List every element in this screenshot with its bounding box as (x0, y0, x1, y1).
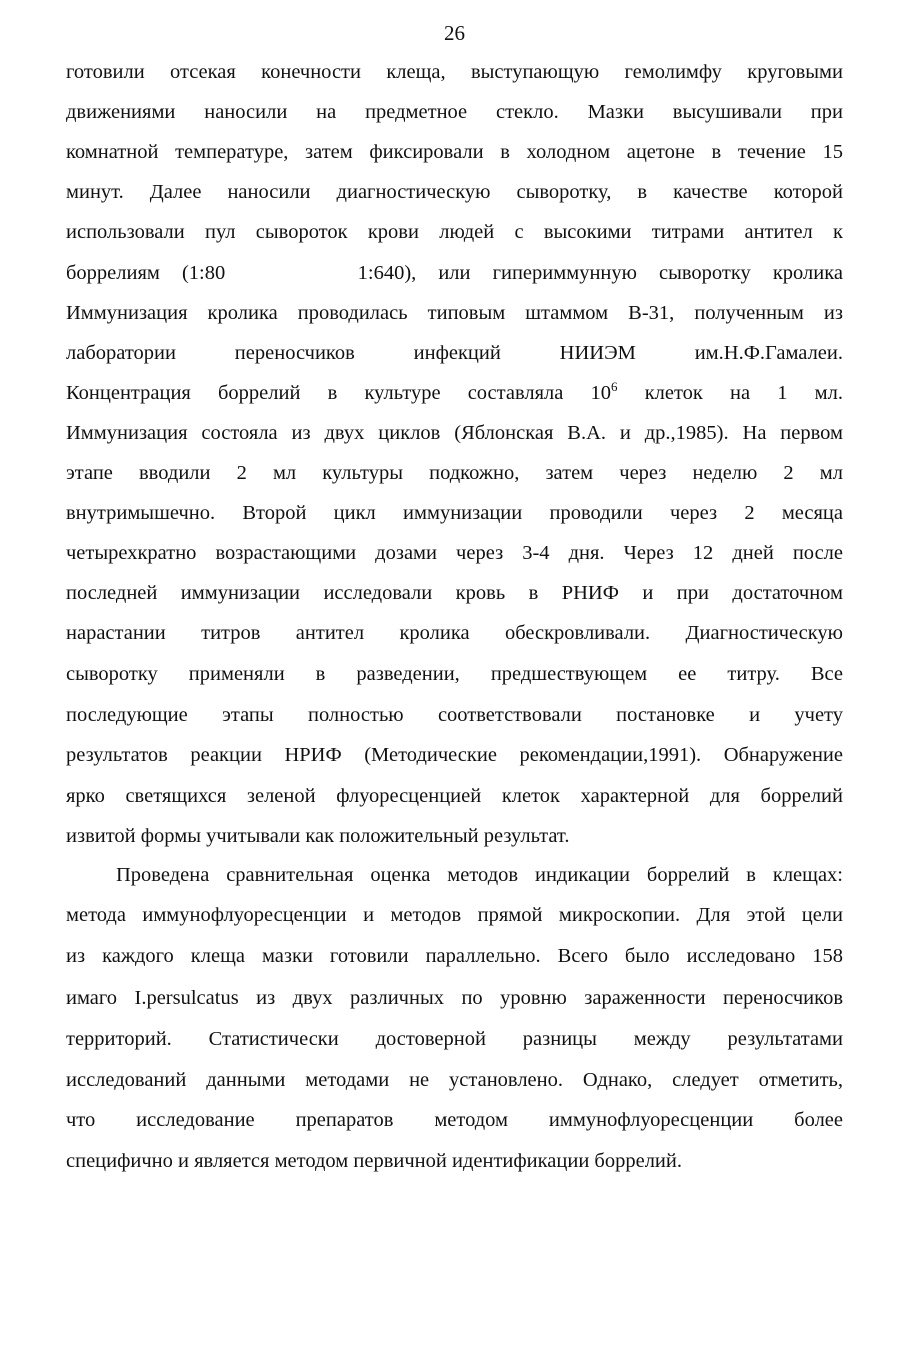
text-line: Иммунизация кролика проводилась типовым штаммом В-31, полученным из (66, 302, 843, 324)
text-line: из каждого клеща мазки готовили параллельно. Всего было исследовано 158 (66, 945, 843, 967)
text-line: ярко светящихся зеленой флуоресценцией клеток характерной для боррелий (66, 785, 843, 807)
text-line: внутримышечно. Второй цикл иммунизации проводили через 2 месяца (66, 502, 843, 524)
concentration-exponent: 6 (611, 379, 618, 395)
text-line: нарастании титров антител кролика обескровливали. Диагностическую (66, 622, 843, 644)
text-line: территорий. Статистически достоверной разницы между результатами (66, 1028, 843, 1050)
text-line: этапе вводили 2 мл культуры подкожно, затем через неделю 2 мл (66, 462, 843, 484)
text-line: исследований данными методами не установлено. Однако, следует отметить, (66, 1069, 843, 1091)
text-line: Проведена сравнительная оценка методов индикации боррелий в клещах: (116, 864, 843, 886)
text-line: четырехкратно возрастающими дозами через 3-4 дня. Через 12 дней после (66, 542, 843, 564)
text-line: боррелиям (1:80 1:640), или гипериммунную сыворотку кролика (66, 262, 843, 284)
text-line: сыворотку применяли в разведении, предшествующем ее титру. Все (66, 663, 843, 685)
text-line: результатов реакции НРИФ (Методические рекомендации,1991). Обнаружение (66, 744, 843, 766)
text-line: что исследование препаратов методом иммунофлуоресценции более (66, 1109, 843, 1131)
concentration-tail: клеток на 1 мл. (617, 382, 843, 404)
page-number: 26 (444, 21, 465, 45)
text-line: специфично и является методом первичной идентификации боррелий. (66, 1150, 682, 1172)
text-line-concentration (66, 378, 843, 408)
text-line: лаборатории переносчиков инфекций НИИЭМ им.Н.Ф.Гамалеи. (66, 342, 843, 364)
text-line: Иммунизация состояла из двух циклов (Яблонская В.А. и др.,1985). На первом (66, 422, 843, 444)
text-line: извитой формы учитывали как положительный результат. (66, 825, 570, 847)
text-line: движениями наносили на предметное стекло. Мазки высушивали при (66, 101, 843, 123)
text-line: готовили отсекая конечности клеща, выступающую гемолимфу круговыми (66, 61, 843, 83)
concentration-text: Концентрация боррелий в культуре составляла 10 (66, 382, 612, 404)
text-line: последней иммунизации исследовали кровь в РНИФ и при достаточном (66, 582, 843, 604)
text-line: комнатной температуре, затем фиксировали в холодном ацетоне в течение 15 (66, 141, 843, 163)
text-line: минут. Далее наносили диагностическую сыворотку, в качестве которой (66, 181, 843, 203)
text-line: имаго I.persulcatus из двух различных по уровню зараженности переносчиков (66, 987, 843, 1009)
text-line: последующие этапы полностью соответствовали постановке и учету (66, 704, 843, 726)
text-line: метода иммунофлуоресценции и методов прямой микроскопии. Для этой цели (66, 904, 843, 926)
text-line: использовали пул сывороток крови людей с высокими титрами антител к (66, 221, 843, 243)
